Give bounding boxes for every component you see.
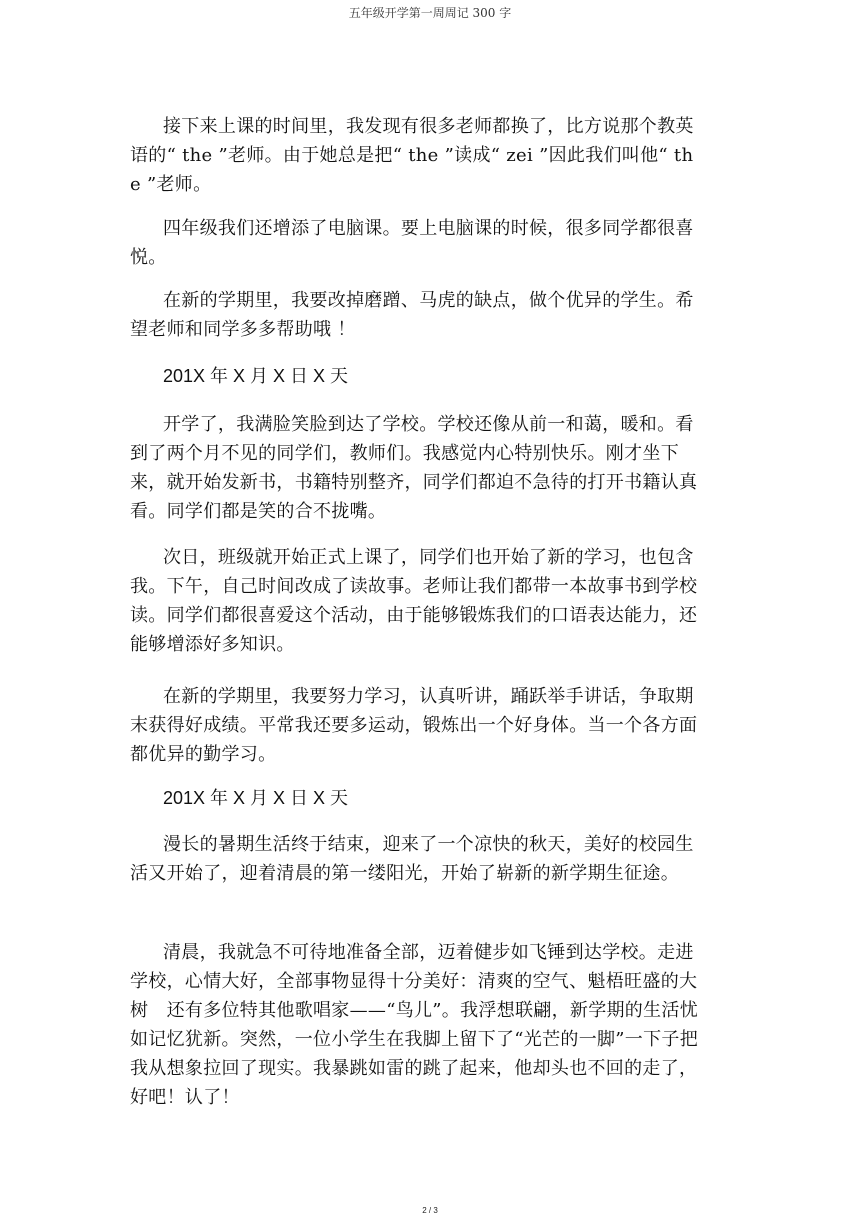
- paragraph-morning: 清晨，我就急不可待地准备全部，迈着健步如飞锤到达学校。走进学校，心情大好，全部事物显得十分美好：清爽的空气、魁梧旺盛的大树 还有多位特其他歌唱家——“鸟儿”。我浮想联翩，新学期的生活忧如记忆犹新。突然，一位小学生在我脚上留下了“光芒的一脚”一下子把我从想象拉回了现实。我暴跳如雷的跳了起来，他却头也不回的走了，好吧！认了！: [130, 942, 699, 1108]
- paragraph-computer-class: 四年级我们还增添了电脑课。要上电脑课的时候，很多同学都很喜悦。: [130, 218, 694, 268]
- page-header-title: 五年级开学第一周周记 300 字: [348, 6, 512, 20]
- diary-date: 201X 年 X 月 X 日 X 天: [163, 366, 349, 386]
- paragraph-teachers: 接下来上课的时间里，我发现有很多老师都换了，比方说那个教英语的“ the ”老师。由于她总是把“ the ”读成“ zei ”因此我们叫他“ the ”老师。: [130, 116, 694, 195]
- paragraph-autumn: 漫长的暑期生活终于结束，迎来了一个凉快的秋天，美好的校园生活又开始了，迎着清晨的第一缕阳光，开始了崭新的新学期生征途。: [130, 834, 694, 884]
- paragraph-second-day: 次日，班级就开始正式上课了，同学们也开始了新的学习，也包含我。下午，自己时间改成了读故事。老师让我们都带一本故事书到学校读。同学们都很喜爱这个活动，由于能够锻炼我们的口语表达能力，还能够增添好多知识。: [130, 547, 698, 655]
- paragraph-study-hard: 在新的学期里，我要努力学习，认真听讲，踊跃举手讲话，争取期末获得好成绩。平常我还要多运动，锻炼出一个好身体。当一个各方面都优异的勤学习。: [130, 686, 698, 765]
- paragraph-school-start: 开学了，我满脸笑脸到达了学校。学校还像从前一和蔼，暖和。看到了两个月不见的同学们，教师们。我感觉内心特别快乐。刚才坐下来，就开始发新书，书籍特别整齐，同学们都迫不急待的打开书籍认真看。同学们都是笑的合不拢嘴。: [130, 414, 698, 522]
- paragraph-new-semester-goal: 在新的学期里，我要改掉磨蹭、马虎的缺点，做个优异的学生。希望老师和同学多多帮助哦 ！: [130, 290, 694, 340]
- diary-date: 201X 年 X 月 X 日 X 天: [163, 788, 349, 808]
- page-number: 2 / 3: [422, 1206, 438, 1215]
